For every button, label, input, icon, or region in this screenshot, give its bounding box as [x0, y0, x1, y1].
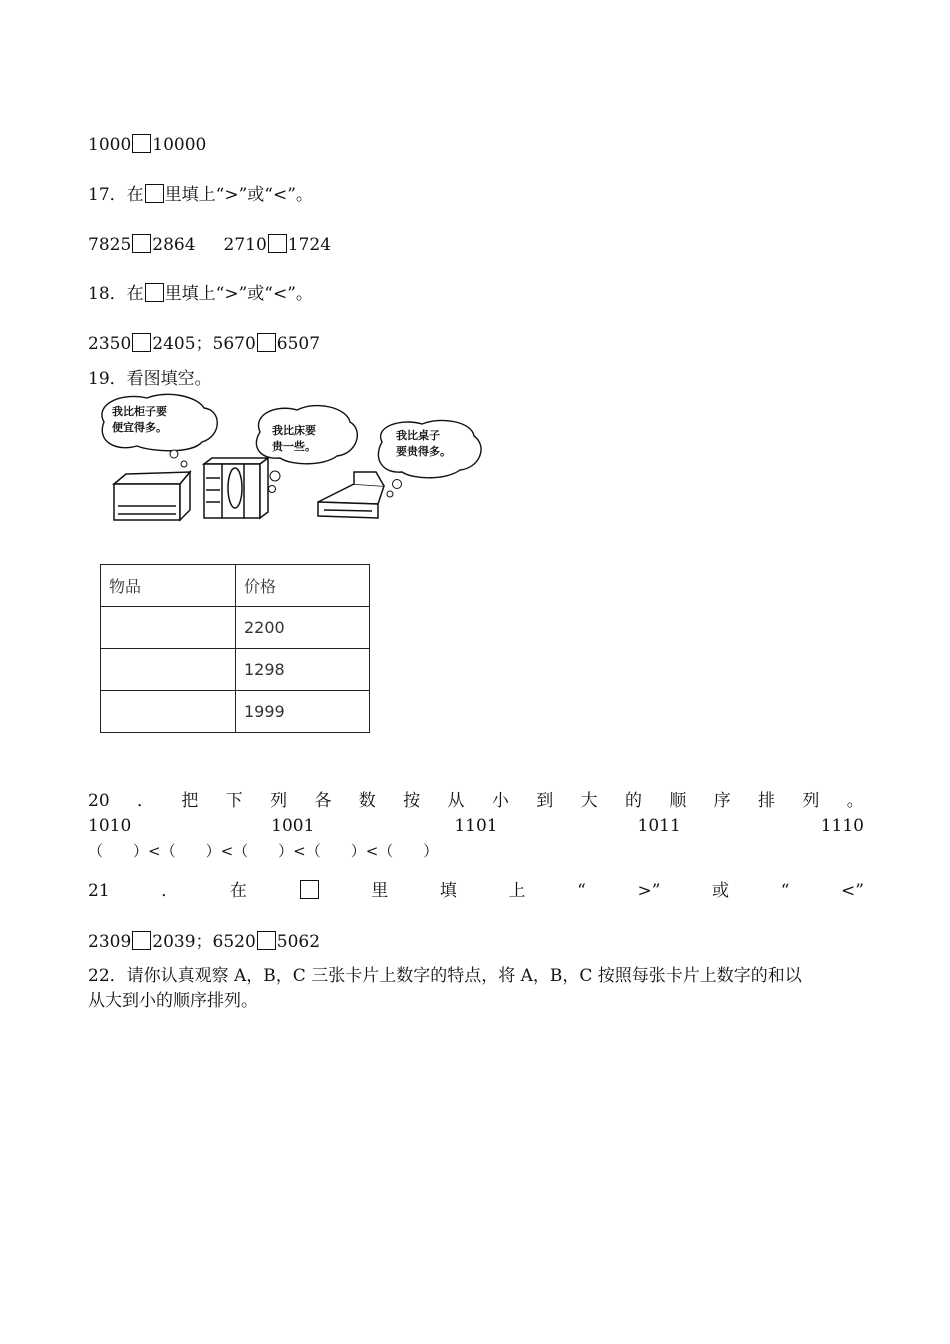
q20-word: 20 [88, 791, 110, 811]
q20-numbers [88, 815, 864, 837]
q20-word: 。 [846, 791, 864, 811]
q20-word: 下 [225, 791, 243, 811]
q20-word: 顺 [669, 791, 687, 811]
q17-prompt-end: 里填上“>”或“<”。 [164, 185, 313, 205]
q20-answer-line[interactable]: （ ）<（ ）<（ ）<（ ）<（ ） [88, 842, 439, 860]
q20-number: 1101 [454, 816, 498, 836]
q20-number: 1011 [637, 816, 681, 836]
q21-pair2-right: 5062 [276, 932, 321, 952]
table-row [101, 649, 370, 691]
q22-line-1: 22．请你认真观察 A，B，C 三张卡片上数字的特点，将 A，B，C 按照每张卡片上数字的和以 [88, 966, 802, 986]
q21-word: <” [841, 881, 864, 901]
q20-word: 列 [270, 791, 288, 811]
q20-word: 各 [314, 791, 332, 811]
q18-pair1-right: 2405； [152, 334, 213, 354]
q17-prompt-start: 17．在 [88, 185, 144, 205]
q18-answer-box-2[interactable] [257, 333, 276, 352]
q21-word: “ [780, 881, 790, 901]
q20-word: 的 [624, 791, 642, 811]
q21-prompt-box [300, 880, 319, 899]
q21-pair2-left: 6520 [212, 932, 256, 952]
q17-answer-box-2[interactable] [268, 234, 287, 253]
q18-answer-box-1[interactable] [132, 333, 151, 352]
q17-answer-box-1[interactable] [132, 234, 151, 253]
q20-word: 序 [713, 791, 731, 811]
q18-pair2-right: 6507 [276, 334, 321, 354]
table-row [101, 607, 370, 649]
table-cell-item[interactable] [101, 691, 236, 733]
q18-prompt [88, 283, 313, 305]
q20-word: 大 [580, 791, 598, 811]
q21-answer-box-1[interactable] [132, 931, 151, 950]
table-header-row [101, 565, 370, 607]
q16-right-number: 10000 [152, 135, 207, 155]
q18-prompt-end: 里填上“>”或“<”。 [164, 284, 313, 304]
table-cell-price: 1999 [236, 691, 370, 733]
q21-word: 填 [439, 881, 457, 901]
q20-word: 到 [536, 791, 554, 811]
table-cell-price: 2200 [236, 607, 370, 649]
bubble-2-line-2: 贵一些。 [272, 440, 316, 453]
bubble-2-line-1: 我比床要 [272, 424, 316, 437]
q21-word: >” [637, 881, 661, 901]
q18-prompt-start: 18．在 [88, 284, 144, 304]
q19-price-table [100, 564, 370, 733]
q19-illustration [92, 392, 492, 527]
q20-word: 从 [447, 791, 465, 811]
q20-number: 1110 [820, 816, 864, 836]
bubble-3-text [396, 428, 451, 460]
q20-number: 1001 [271, 816, 315, 836]
q20-word: 排 [758, 791, 776, 811]
q20-word: ． [137, 791, 154, 811]
q17-pair1-right: 2864 [152, 235, 196, 255]
q20-prompt [88, 790, 864, 812]
q21-word: 上 [508, 881, 526, 901]
q16-left-number: 1000 [88, 135, 132, 155]
q20-word: 列 [802, 791, 820, 811]
q20-word: 小 [491, 791, 509, 811]
q21-comparisons [88, 931, 320, 953]
table-cell-item[interactable] [101, 607, 236, 649]
q21-pair1-right: 2039； [152, 932, 213, 952]
table-row [101, 691, 370, 733]
q21-word: “ [577, 881, 586, 901]
q22-line-2: 从大到小的顺序排列。 [88, 991, 258, 1011]
q16-answer-box[interactable] [132, 134, 151, 153]
q18-pair2-left: 5670 [212, 334, 256, 354]
table-cell-price: 1298 [236, 649, 370, 691]
q21-word: ． [161, 881, 179, 901]
q21-word: 或 [712, 881, 730, 901]
bed-drawing [318, 472, 384, 518]
q17-pair1-left: 7825 [88, 235, 132, 255]
q21-pair1-left: 2309 [88, 932, 132, 952]
wardrobe-drawing [204, 458, 268, 518]
q20-word: 按 [403, 791, 421, 811]
bubble-1-text [112, 404, 167, 436]
q21-word: 在 [229, 881, 247, 901]
bubble-1-line-1: 我比柜子要 [112, 405, 167, 418]
q20-word: 数 [358, 791, 376, 811]
q21-word: 里 [371, 881, 389, 901]
q17-prompt-box [145, 184, 164, 203]
bubble-3-line-1: 我比桌子 [396, 429, 440, 442]
q17-comparisons [88, 234, 331, 256]
q20-number: 1010 [88, 816, 132, 836]
q21-prompt [88, 880, 864, 902]
q21-answer-box-2[interactable] [257, 931, 276, 950]
bubble-1-line-2: 便宜得多。 [112, 421, 167, 434]
q19-title: 19．看图填空。 [88, 369, 212, 389]
q18-comparisons [88, 333, 320, 355]
q17-prompt [88, 184, 313, 206]
bubble-2-text [272, 423, 316, 455]
q18-pair1-left: 2350 [88, 334, 132, 354]
q21-word: 21 [88, 881, 110, 901]
q17-pair2-left: 2710 [223, 235, 267, 255]
q16-comparison [88, 134, 206, 156]
table-cell-item[interactable] [101, 649, 236, 691]
q18-prompt-box [145, 283, 164, 302]
bubble-3-line-2: 要贵得多。 [396, 445, 451, 458]
q20-word: 把 [181, 791, 199, 811]
q17-pair2-right: 1724 [287, 235, 332, 255]
desk-drawing [114, 472, 190, 520]
table-header-price: 价格 [236, 565, 370, 607]
table-header-item: 物品 [101, 565, 236, 607]
